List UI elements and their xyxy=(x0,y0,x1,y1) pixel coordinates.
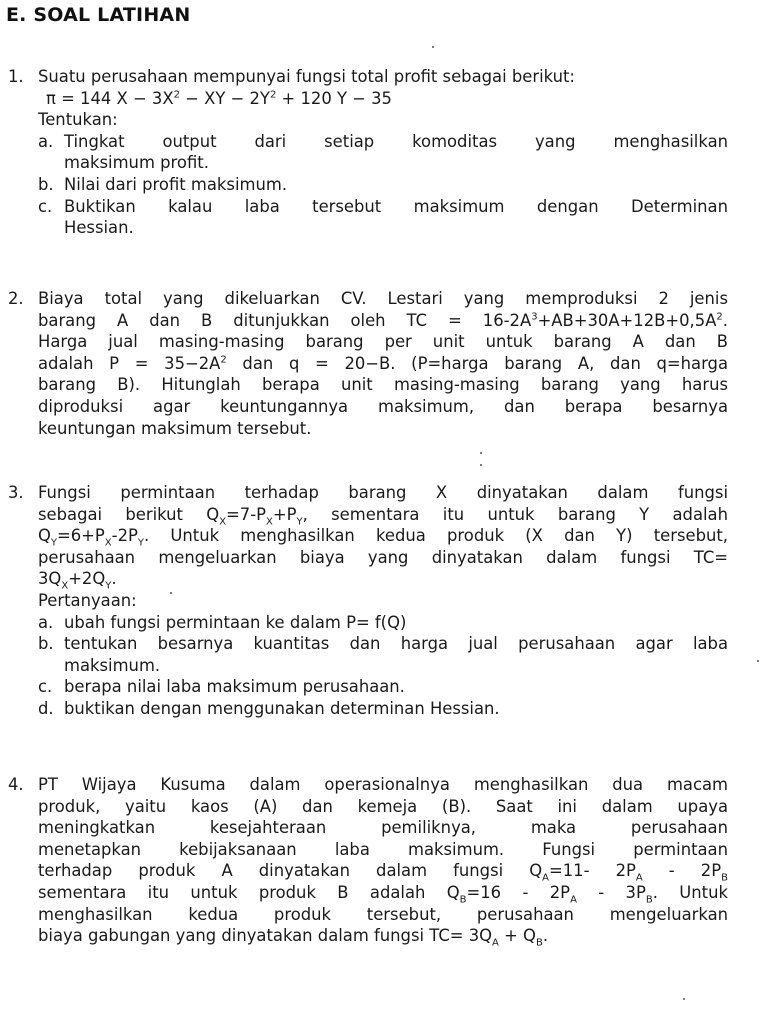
scan-speck xyxy=(480,464,482,466)
problem-body xyxy=(38,66,728,239)
sub-question-d: d. buktikan dengan menggunakan determinan Hessian. xyxy=(38,698,500,718)
scan-speck xyxy=(432,46,434,48)
problem-body: Fungsi permintaan terhadap barang X dinyatakan dalam fungsi sebagai berikut $Q_X=7-P_X+P_Y$, sementara itu untuk barang Y adalah $Q_Y=6+P_X-2P_Y$. Untuk menghasilkan kedua produk (X dan Y) tersebut, perusahaan mengeluarkan biaya yang dinyatakan dalam fungsi TC= $3Q_X+2Q_Y$. Pertanyaan: a. ubah fungsi permintaan ke dalam P= f(Q) b. tentukan besarnya kuantitas dan harga jual perusahaan agar laba maksimum. c. berapa nilai laba maksimum perusahaan. d. buktikan dengan menggunakan determinan Hessian. xyxy=(38,483,728,718)
problem-4 xyxy=(8,774,728,974)
problem-2 xyxy=(8,288,728,448)
problem-intro: Suatu perusahaan mempunyai fungsi total profit sebagai berikut: xyxy=(38,67,575,86)
sub-question-c: c. berapa nilai laba maksimum perusahaan. xyxy=(38,677,405,697)
scan-speck xyxy=(683,998,685,1000)
sub-question-a: a. ubah fungsi permintaan ke dalam P= f(Q) xyxy=(38,612,407,632)
question-prompt: Tentukan: xyxy=(38,110,118,130)
section-heading: E. SOAL LATIHAN xyxy=(6,4,191,26)
scan-speck xyxy=(757,660,759,662)
problem-number: 2. xyxy=(8,289,24,308)
problem-1 xyxy=(8,66,728,262)
sub-question-b: b. tentukan besarnya kuantitas dan harga jual perusahaan agar laba maksimum. xyxy=(38,634,728,675)
question-prompt: Pertanyaan: xyxy=(38,590,137,610)
scan-speck xyxy=(170,592,172,594)
sub-question-a: a. Tingkat output dari setiap komoditas yang menghasilkan maksimum profit. xyxy=(38,131,728,173)
problem-number: 4. xyxy=(8,775,24,794)
profit-formula: π = 144 $X - 3X^2$ − XY − $2Y^2 + 120$ Y − 35 xyxy=(46,88,392,108)
problem-number: 3. xyxy=(8,483,24,502)
problem-3 xyxy=(8,482,728,752)
problem-body: Biaya total yang dikeluarkan CV. Lestari yang memproduksi 2 jenis barang A dan B ditunjukkan oleh TC = $16-2A^3+AB+30A+12B+0,5A^2$. Harga jual masing-masing barang per unit untuk barang A dan B adalah $P = 35-2A^2$ dan q = 20−B. (P=harga barang A, dan q=harga barang B). Hitunglah berapa unit masing-masing barang yang harus diproduksi agar keuntungannya maksimum, dan berapa besarnya keuntungan maksimum tersebut. xyxy=(38,289,728,438)
sub-question-b: b. Nilai dari profit maksimum. xyxy=(38,174,288,194)
problem-body: PT Wijaya Kusuma dalam operasionalnya menghasilkan dua macam produk, yaitu kaos (A) dan kemeja (B). Saat ini dalam upaya meningkatkan kesejahteraan pemiliknya, maka perusahaan menetapkan kebijaksanaan laba maksimum. Fungsi permintaan terhadap produk A dinyatakan dalam fungsi $Q_A=11-$ $2P_A - 2P_B$ sementara itu untuk produk B adalah $Q_B=16 - 2P_A - 3P_B$. Untuk menghasilkan kedua produk tersebut, perusahaan mengeluarkan biaya gabungan yang dinyatakan dalam fungsi $TC= 3Q_A + Q_B$. xyxy=(38,775,728,949)
scan-speck xyxy=(480,452,482,454)
sub-question-c: c. Buktikan kalau laba tersebut maksimum dengan Determinan Hessian. xyxy=(38,196,728,238)
problem-number: 1. xyxy=(8,67,24,86)
